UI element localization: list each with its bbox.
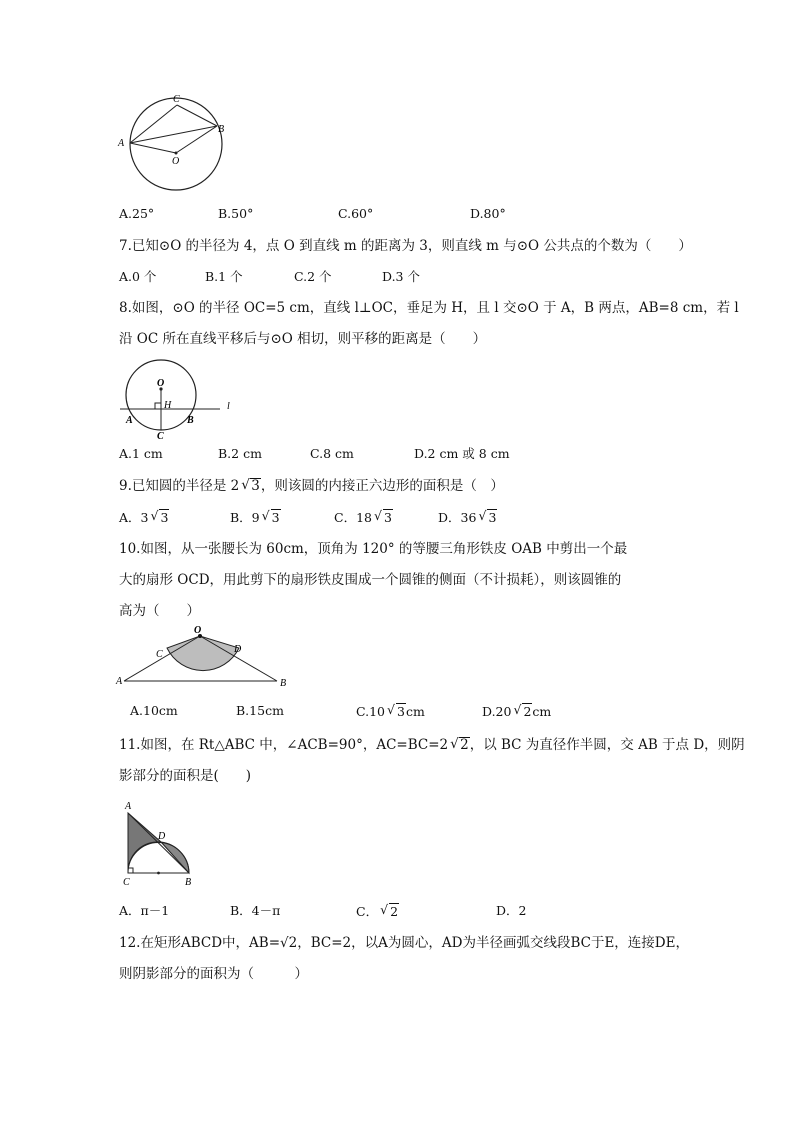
q7-option-c: C.2 个 [294,269,332,284]
q10-option-d: D.20 √ 2cm [482,702,552,719]
segment-ac [130,105,177,143]
q7-option-a: A.0 个 [119,269,157,284]
q12-stem-line1: 12.在矩形ABCD中，AB=√2，BC=2，以A为圆心，AD为半径画弧交线段BC于E，连接DE， [119,935,689,951]
q10-stem-line1: 10.如图，从一张腰长为 60cm，顶角为 120° 的等腰三角形铁皮 OAB 中剪出一个最 [119,541,628,557]
label-a: A [116,676,123,687]
q8-option-a: A.1 cm [119,446,163,461]
q9-option-c: C．18 √ 3 [334,508,392,525]
label-h: H [164,400,172,411]
label-c: C [156,649,163,660]
q11-option-a: A．π－1 [119,903,170,918]
q10-option-a: A.10cm [130,703,178,718]
label-a: A [125,801,132,812]
label-b: B [218,124,225,135]
q7-option-b: B.1 个 [205,269,243,284]
sqrt: √ 3 [241,477,260,494]
label-l: l [227,401,230,412]
label-b: B [187,415,194,426]
circle-o [130,98,225,190]
q9-stem-pre: 9.已知圆的半径是 2 [119,478,240,494]
q10-option-c: C.10 √ 3cm [356,702,425,719]
midpoint-dot [157,872,160,875]
q10-option-b: B.15cm [236,703,284,718]
q8-option-d: D.2 cm 或 8 cm [414,446,510,461]
q8-stem-line2: 沿 OC 所在直线平移后与⊙O 相切，则平移的距离是（ ） [119,331,487,347]
q10-stem-line2: 大的扇形 OCD，用此剪下的扇形铁皮围成一个圆锥的侧面（不计损耗），则该圆锥的 [119,572,622,588]
figure-q6-circle [112,90,232,200]
center-dot [175,152,178,155]
q12-stem-line2: 则阴影部分的面积为（ ） [119,966,308,982]
label-c: C [173,94,180,105]
label-d: D [234,644,242,655]
label-c: C [123,877,130,888]
q11-option-d: D．2 [496,903,527,918]
q9-stem [119,478,504,494]
figure-q11-triangle [115,798,205,890]
q10-stem-line3: 高为（ ） [119,603,200,619]
label-o: O [194,625,202,636]
label-a: A [126,415,133,426]
q9-option-a: A．3 √ 3 [119,508,169,525]
q9-option-b: B．9 √ 3 [230,508,280,525]
shaded-sector [167,636,239,671]
q11-stem-line2: 影部分的面积是( ) [119,768,252,784]
label-o: O [172,156,180,167]
q11-option-b: B．4－π [230,903,281,918]
q11-stem-line1: 11.如图，在 Rt△ABC 中，∠ACB=90°，AC=BC=2 √ 2，以 BC 为直径作半圆，交 AB 于点 D，则阴 [119,736,745,753]
q8-stem-line1: 8.如图，⊙O 的半径 OC=5 cm，直线 l⊥OC，垂足为 H，且 l 交⊙O 于 A，B 两点，AB=8 cm，若 l [119,300,739,316]
label-a: A [118,138,125,149]
q8-option-c: C.8 cm [310,446,354,461]
label-b: B [280,678,287,689]
q6-option-c: C.60° [338,206,374,221]
segment-cb [177,105,217,126]
label-b: B [185,877,192,888]
q8-option-b: B.2 cm [218,446,262,461]
q6-option-d: D.80° [470,206,506,221]
q6-option-a: A.25° [119,206,155,221]
q11-option-c: C． √ 2 [356,902,399,919]
q7-stem: 7.已知⊙O 的半径为 4，点 O 到直线 m 的距离为 3，则直线 m 与⊙O 公共点的个数为（ ） [119,238,692,254]
q6-option-b: B.50° [218,206,254,221]
label-o: O [157,378,165,389]
right-angle-mark [155,403,161,409]
figure-q10-sector [112,624,297,692]
label-c: C [157,431,164,440]
q9-stem-post: ，则该圆的内接正六边形的面积是（ ） [260,478,504,494]
segment-ao [130,143,176,153]
q9-option-d: D．36 √ 3 [438,508,497,525]
figure-q8-circle-line [112,358,242,440]
label-d: D [158,831,166,842]
q7-option-d: D.3 个 [382,269,420,284]
